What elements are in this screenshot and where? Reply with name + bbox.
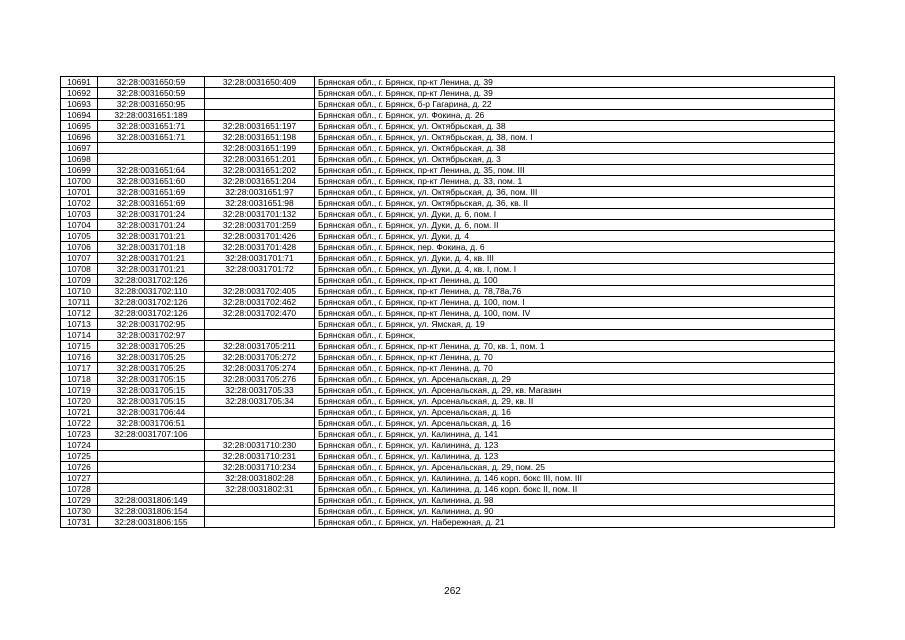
address-cell: Брянская обл., г. Брянск, б-р Гагарина, д. 22 [315,99,835,110]
table-row [61,396,835,407]
object-cadastral-number-cell: 32:28:0031705:211 [205,341,315,352]
row-number-cell: 10700 [61,176,98,187]
table-body [61,77,835,528]
address-cell: Брянская обл., г. Брянск, пр-кт Ленина, д. 70 [315,352,835,363]
address-cell: Брянская обл., г. Брянск, ул. Октябрьская, д. 38, пом. I [315,132,835,143]
address-cell: Брянская обл., г. Брянск, [315,330,835,341]
cadastral-number-cell: 32:28:0031701:18 [98,242,205,253]
address-cell: Брянская обл., г. Брянск, ул. Октябрьская, д. 38 [315,143,835,154]
address-cell: Брянская обл., г. Брянск, ул. Калинина, д. 98 [315,495,835,506]
address-cell: Брянская обл., г. Брянск, ул. Дуки, д. 6, пом. II [315,220,835,231]
property-table [60,76,835,528]
row-number-cell: 10713 [61,319,98,330]
cadastral-number-cell: 32:28:0031651:60 [98,176,205,187]
object-cadastral-number-cell: 32:28:0031651:197 [205,121,315,132]
table-row [61,154,835,165]
cadastral-number-cell: 32:28:0031705:15 [98,396,205,407]
object-cadastral-number-cell: 32:28:0031651:198 [205,132,315,143]
row-number-cell: 10723 [61,429,98,440]
cadastral-number-cell: 32:28:0031702:97 [98,330,205,341]
address-cell: Брянская обл., г. Брянск, ул. Дуки, д. 4, кв. III [315,253,835,264]
row-number-cell: 10718 [61,374,98,385]
row-number-cell: 10701 [61,187,98,198]
row-number-cell: 10722 [61,418,98,429]
cadastral-number-cell [98,451,205,462]
row-number-cell: 10731 [61,517,98,528]
address-cell: Брянская обл., г. Брянск, пр-кт Ленина, д. 78,78а,76 [315,286,835,297]
table-row [61,198,835,209]
table-row [61,99,835,110]
cadastral-number-cell: 32:28:0031701:21 [98,253,205,264]
table-row [61,363,835,374]
cadastral-number-cell: 32:28:0031707:106 [98,429,205,440]
table-row [61,429,835,440]
table-row [61,77,835,88]
address-cell: Брянская обл., г. Брянск, ул. Калинина, д. 146 корп. бокс III, пом. III [315,473,835,484]
row-number-cell: 10714 [61,330,98,341]
row-number-cell: 10695 [61,121,98,132]
cadastral-number-cell [98,473,205,484]
address-cell: Брянская обл., г. Брянск, пр-кт Ленина, д. 39 [315,88,835,99]
address-cell: Брянская обл., г. Брянск, ул. Арсенальская, д. 29 [315,374,835,385]
cadastral-number-cell: 32:28:0031650:59 [98,77,205,88]
row-number-cell: 10709 [61,275,98,286]
address-cell: Брянская обл., г. Брянск, ул. Дуки, д. 4, кв. I, пом. I [315,264,835,275]
table-row [61,506,835,517]
object-cadastral-number-cell: 32:28:0031701:259 [205,220,315,231]
table-row [61,275,835,286]
table-row [61,297,835,308]
row-number-cell: 10715 [61,341,98,352]
row-number-cell: 10704 [61,220,98,231]
table-row [61,242,835,253]
object-cadastral-number-cell [205,110,315,121]
row-number-cell: 10708 [61,264,98,275]
cadastral-number-cell: 32:28:0031705:25 [98,363,205,374]
cadastral-number-cell: 32:28:0031705:15 [98,374,205,385]
cadastral-number-cell: 32:28:0031651:69 [98,187,205,198]
address-cell: Брянская обл., г. Брянск, ул. Октябрьская, д. 38 [315,121,835,132]
address-cell: Брянская обл., г. Брянск, пр-кт Ленина, д. 70, кв. 1, пом. 1 [315,341,835,352]
cadastral-number-cell: 32:28:0031701:24 [98,209,205,220]
table-row [61,143,835,154]
object-cadastral-number-cell [205,275,315,286]
address-cell: Брянская обл., г. Брянск, пр-кт Ленина, д. 35, пом. III [315,165,835,176]
object-cadastral-number-cell: 32:28:0031651:201 [205,154,315,165]
table-row [61,165,835,176]
row-number-cell: 10728 [61,484,98,495]
cadastral-number-cell [98,462,205,473]
address-cell: Брянская обл., г. Брянск, ул. Октябрьская, д. 36, пом. III [315,187,835,198]
cadastral-number-cell: 32:28:0031701:24 [98,220,205,231]
address-cell: Брянская обл., г. Брянск, ул. Калинина, д. 146 корп. бокс II, пом. II [315,484,835,495]
object-cadastral-number-cell: 32:28:0031705:33 [205,385,315,396]
row-number-cell: 10710 [61,286,98,297]
object-cadastral-number-cell: 32:28:0031710:231 [205,451,315,462]
table-row [61,341,835,352]
cadastral-number-cell [98,440,205,451]
cadastral-number-cell: 32:28:0031651:69 [98,198,205,209]
object-cadastral-number-cell: 32:28:0031651:97 [205,187,315,198]
table-row [61,253,835,264]
object-cadastral-number-cell: 32:28:0031702:470 [205,308,315,319]
table-row [61,418,835,429]
object-cadastral-number-cell: 32:28:0031705:274 [205,363,315,374]
row-number-cell: 10706 [61,242,98,253]
address-cell: Брянская обл., г. Брянск, пр-кт Ленина, д. 33, пом. 1 [315,176,835,187]
object-cadastral-number-cell: 32:28:0031705:34 [205,396,315,407]
address-cell: Брянская обл., г. Брянск, ул. Фокина, д. 26 [315,110,835,121]
table-row [61,88,835,99]
table-row [61,517,835,528]
object-cadastral-number-cell: 32:28:0031705:272 [205,352,315,363]
object-cadastral-number-cell [205,330,315,341]
cadastral-number-cell [98,154,205,165]
row-number-cell: 10703 [61,209,98,220]
cadastral-number-cell [98,484,205,495]
object-cadastral-number-cell [205,88,315,99]
object-cadastral-number-cell: 32:28:0031651:199 [205,143,315,154]
row-number-cell: 10698 [61,154,98,165]
address-cell: Брянская обл., г. Брянск, ул. Ямская, д. 19 [315,319,835,330]
row-number-cell: 10705 [61,231,98,242]
address-cell: Брянская обл., г. Брянск, ул. Октябрьская, д. 3 [315,154,835,165]
address-cell: Брянская обл., г. Брянск, ул. Октябрьская, д. 36, кв. II [315,198,835,209]
row-number-cell: 10717 [61,363,98,374]
row-number-cell: 10727 [61,473,98,484]
cadastral-number-cell: 32:28:0031706:44 [98,407,205,418]
table-row [61,231,835,242]
object-cadastral-number-cell: 32:28:0031802:28 [205,473,315,484]
address-cell: Брянская обл., г. Брянск, пр-кт Ленина, д. 70 [315,363,835,374]
object-cadastral-number-cell: 32:28:0031651:202 [205,165,315,176]
table-row [61,473,835,484]
object-cadastral-number-cell: 32:28:0031650:409 [205,77,315,88]
address-cell: Брянская обл., г. Брянск, ул. Арсенальская, д. 29, кв. II [315,396,835,407]
table-row [61,330,835,341]
address-cell: Брянская обл., г. Брянск, ул. Арсенальская, д. 16 [315,418,835,429]
address-cell: Брянская обл., г. Брянск, ул. Калинина, д. 90 [315,506,835,517]
cadastral-number-cell: 32:28:0031702:126 [98,275,205,286]
row-number-cell: 10725 [61,451,98,462]
page-number: 262 [444,586,461,597]
table-row [61,495,835,506]
object-cadastral-number-cell [205,407,315,418]
row-number-cell: 10696 [61,132,98,143]
cadastral-number-cell: 32:28:0031701:21 [98,264,205,275]
object-cadastral-number-cell: 32:28:0031701:72 [205,264,315,275]
table-row [61,484,835,495]
cadastral-number-cell: 32:28:0031806:155 [98,517,205,528]
row-number-cell: 10694 [61,110,98,121]
address-cell: Брянская обл., г. Брянск, пр-кт Ленина, д. 100 [315,275,835,286]
row-number-cell: 10699 [61,165,98,176]
table-row [61,121,835,132]
table-row [61,385,835,396]
object-cadastral-number-cell: 32:28:0031702:462 [205,297,315,308]
object-cadastral-number-cell [205,429,315,440]
address-cell: Брянская обл., г. Брянск, ул. Арсенальская, д. 29, пом. 25 [315,462,835,473]
table-row [61,451,835,462]
object-cadastral-number-cell: 32:28:0031802:31 [205,484,315,495]
cadastral-number-cell: 32:28:0031651:71 [98,121,205,132]
address-cell: Брянская обл., г. Брянск, пр-кт Ленина, д. 39 [315,77,835,88]
object-cadastral-number-cell [205,418,315,429]
address-cell: Брянская обл., г. Брянск, ул. Набережная, д. 21 [315,517,835,528]
address-cell: Брянская обл., г. Брянск, ул. Дуки, д. 4 [315,231,835,242]
cadastral-number-cell: 32:28:0031650:59 [98,88,205,99]
object-cadastral-number-cell: 32:28:0031701:71 [205,253,315,264]
cadastral-number-cell: 32:28:0031651:189 [98,110,205,121]
cadastral-number-cell: 32:28:0031702:110 [98,286,205,297]
address-cell: Брянская обл., г. Брянск, пер. Фокина, д. 6 [315,242,835,253]
table-row [61,264,835,275]
object-cadastral-number-cell: 32:28:0031651:98 [205,198,315,209]
object-cadastral-number-cell: 32:28:0031710:234 [205,462,315,473]
object-cadastral-number-cell: 32:28:0031701:426 [205,231,315,242]
table-row [61,352,835,363]
row-number-cell: 10711 [61,297,98,308]
address-cell: Брянская обл., г. Брянск, пр-кт Ленина, д. 100, пом. IV [315,308,835,319]
row-number-cell: 10729 [61,495,98,506]
row-number-cell: 10693 [61,99,98,110]
table-row [61,176,835,187]
table-row [61,308,835,319]
row-number-cell: 10719 [61,385,98,396]
row-number-cell: 10716 [61,352,98,363]
object-cadastral-number-cell [205,99,315,110]
table-row [61,110,835,121]
row-number-cell: 10707 [61,253,98,264]
table-row [61,220,835,231]
object-cadastral-number-cell: 32:28:0031701:132 [205,209,315,220]
address-cell: Брянская обл., г. Брянск, ул. Арсенальская, д. 29, кв. Магазин [315,385,835,396]
address-cell: Брянская обл., г. Брянск, ул. Арсенальская, д. 16 [315,407,835,418]
object-cadastral-number-cell: 32:28:0031710:230 [205,440,315,451]
object-cadastral-number-cell [205,319,315,330]
cadastral-number-cell: 32:28:0031806:154 [98,506,205,517]
object-cadastral-number-cell [205,517,315,528]
object-cadastral-number-cell: 32:28:0031702:405 [205,286,315,297]
row-number-cell: 10720 [61,396,98,407]
row-number-cell: 10712 [61,308,98,319]
address-cell: Брянская обл., г. Брянск, ул. Калинина, д. 123 [315,440,835,451]
cadastral-number-cell: 32:28:0031651:64 [98,165,205,176]
cadastral-number-cell: 32:28:0031706:51 [98,418,205,429]
table-row [61,462,835,473]
cadastral-number-cell: 32:28:0031702:95 [98,319,205,330]
cadastral-number-cell: 32:28:0031702:126 [98,308,205,319]
cadastral-number-cell: 32:28:0031705:15 [98,385,205,396]
cadastral-number-cell: 32:28:0031650:95 [98,99,205,110]
cadastral-number-cell: 32:28:0031705:25 [98,352,205,363]
cadastral-number-cell: 32:28:0031651:71 [98,132,205,143]
table-row [61,440,835,451]
table-row [61,286,835,297]
table-row [61,209,835,220]
cadastral-number-cell [98,143,205,154]
row-number-cell: 10721 [61,407,98,418]
cadastral-number-cell: 32:28:0031705:25 [98,341,205,352]
table-row [61,407,835,418]
address-cell: Брянская обл., г. Брянск, ул. Калинина, д. 141 [315,429,835,440]
address-cell: Брянская обл., г. Брянск, ул. Дуки, д. 6, пом. I [315,209,835,220]
cadastral-number-cell: 32:28:0031806:149 [98,495,205,506]
row-number-cell: 10724 [61,440,98,451]
row-number-cell: 10691 [61,77,98,88]
object-cadastral-number-cell: 32:28:0031705:276 [205,374,315,385]
table-row [61,319,835,330]
object-cadastral-number-cell [205,495,315,506]
cadastral-number-cell: 32:28:0031701:21 [98,231,205,242]
object-cadastral-number-cell [205,506,315,517]
row-number-cell: 10697 [61,143,98,154]
address-cell: Брянская обл., г. Брянск, пр-кт Ленина, д. 100, пом. I [315,297,835,308]
address-cell: Брянская обл., г. Брянск, ул. Калинина, д. 123 [315,451,835,462]
table-row [61,187,835,198]
table-row [61,374,835,385]
object-cadastral-number-cell: 32:28:0031701:428 [205,242,315,253]
cadastral-number-cell: 32:28:0031702:126 [98,297,205,308]
row-number-cell: 10730 [61,506,98,517]
row-number-cell: 10726 [61,462,98,473]
row-number-cell: 10692 [61,88,98,99]
object-cadastral-number-cell: 32:28:0031651:204 [205,176,315,187]
row-number-cell: 10702 [61,198,98,209]
table-row [61,132,835,143]
